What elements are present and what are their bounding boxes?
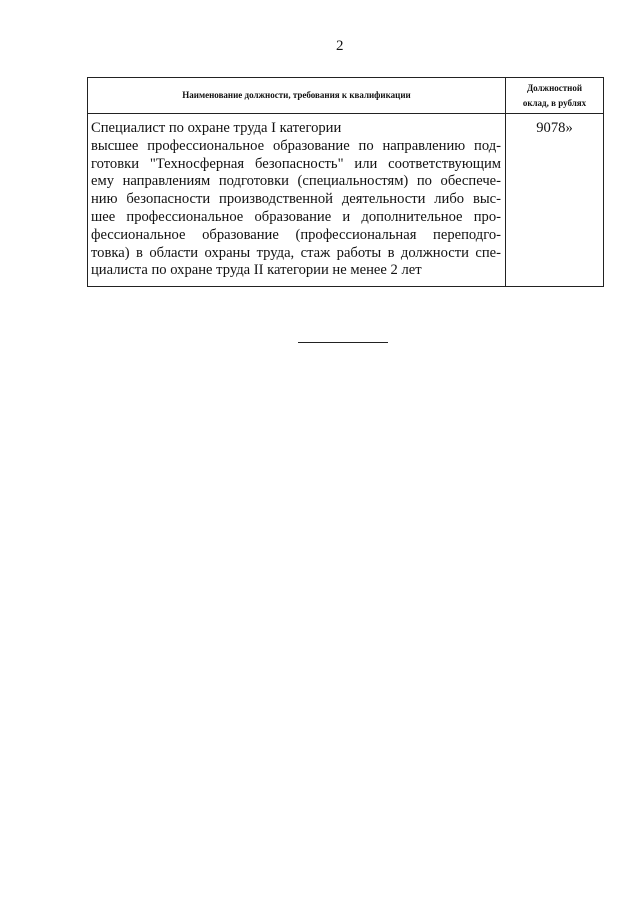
text-line: циалиста по охране труда II категории не менее 2 лет [91, 262, 422, 279]
page-number: 2 [336, 38, 344, 54]
salary-value: 9078» [506, 114, 604, 287]
text-line: нию безопасности производственной деятельности либо выс- [91, 191, 501, 208]
text-line: шее профессиональное образование и дополнительное про- [91, 208, 501, 225]
text-line: высшее профессиональное образование по направлению под- [91, 137, 501, 154]
header-position: Наименование должности, требования к квалификации [88, 78, 506, 114]
table-row [88, 114, 604, 287]
text-line: Специалист по охране труда I категории [91, 120, 342, 136]
end-rule [298, 342, 388, 343]
header-salary-line: Должностной [526, 82, 583, 93]
text-line: готовки "Техносферная безопасность" или соответствующим [91, 155, 501, 172]
text-line: товка) в области охраны труда, стаж работы в должности спе- [91, 244, 501, 261]
position-description [88, 114, 506, 287]
text-line: фессиональное образование (профессиональная переподго- [91, 226, 501, 243]
positions-table [87, 77, 604, 287]
header-salary [506, 78, 604, 114]
header-salary-line: оклад, в рублях [522, 97, 587, 108]
text-line: ему направлениям подготовки (специальностям) по обеспече- [91, 173, 501, 190]
table-header-row [88, 78, 604, 114]
